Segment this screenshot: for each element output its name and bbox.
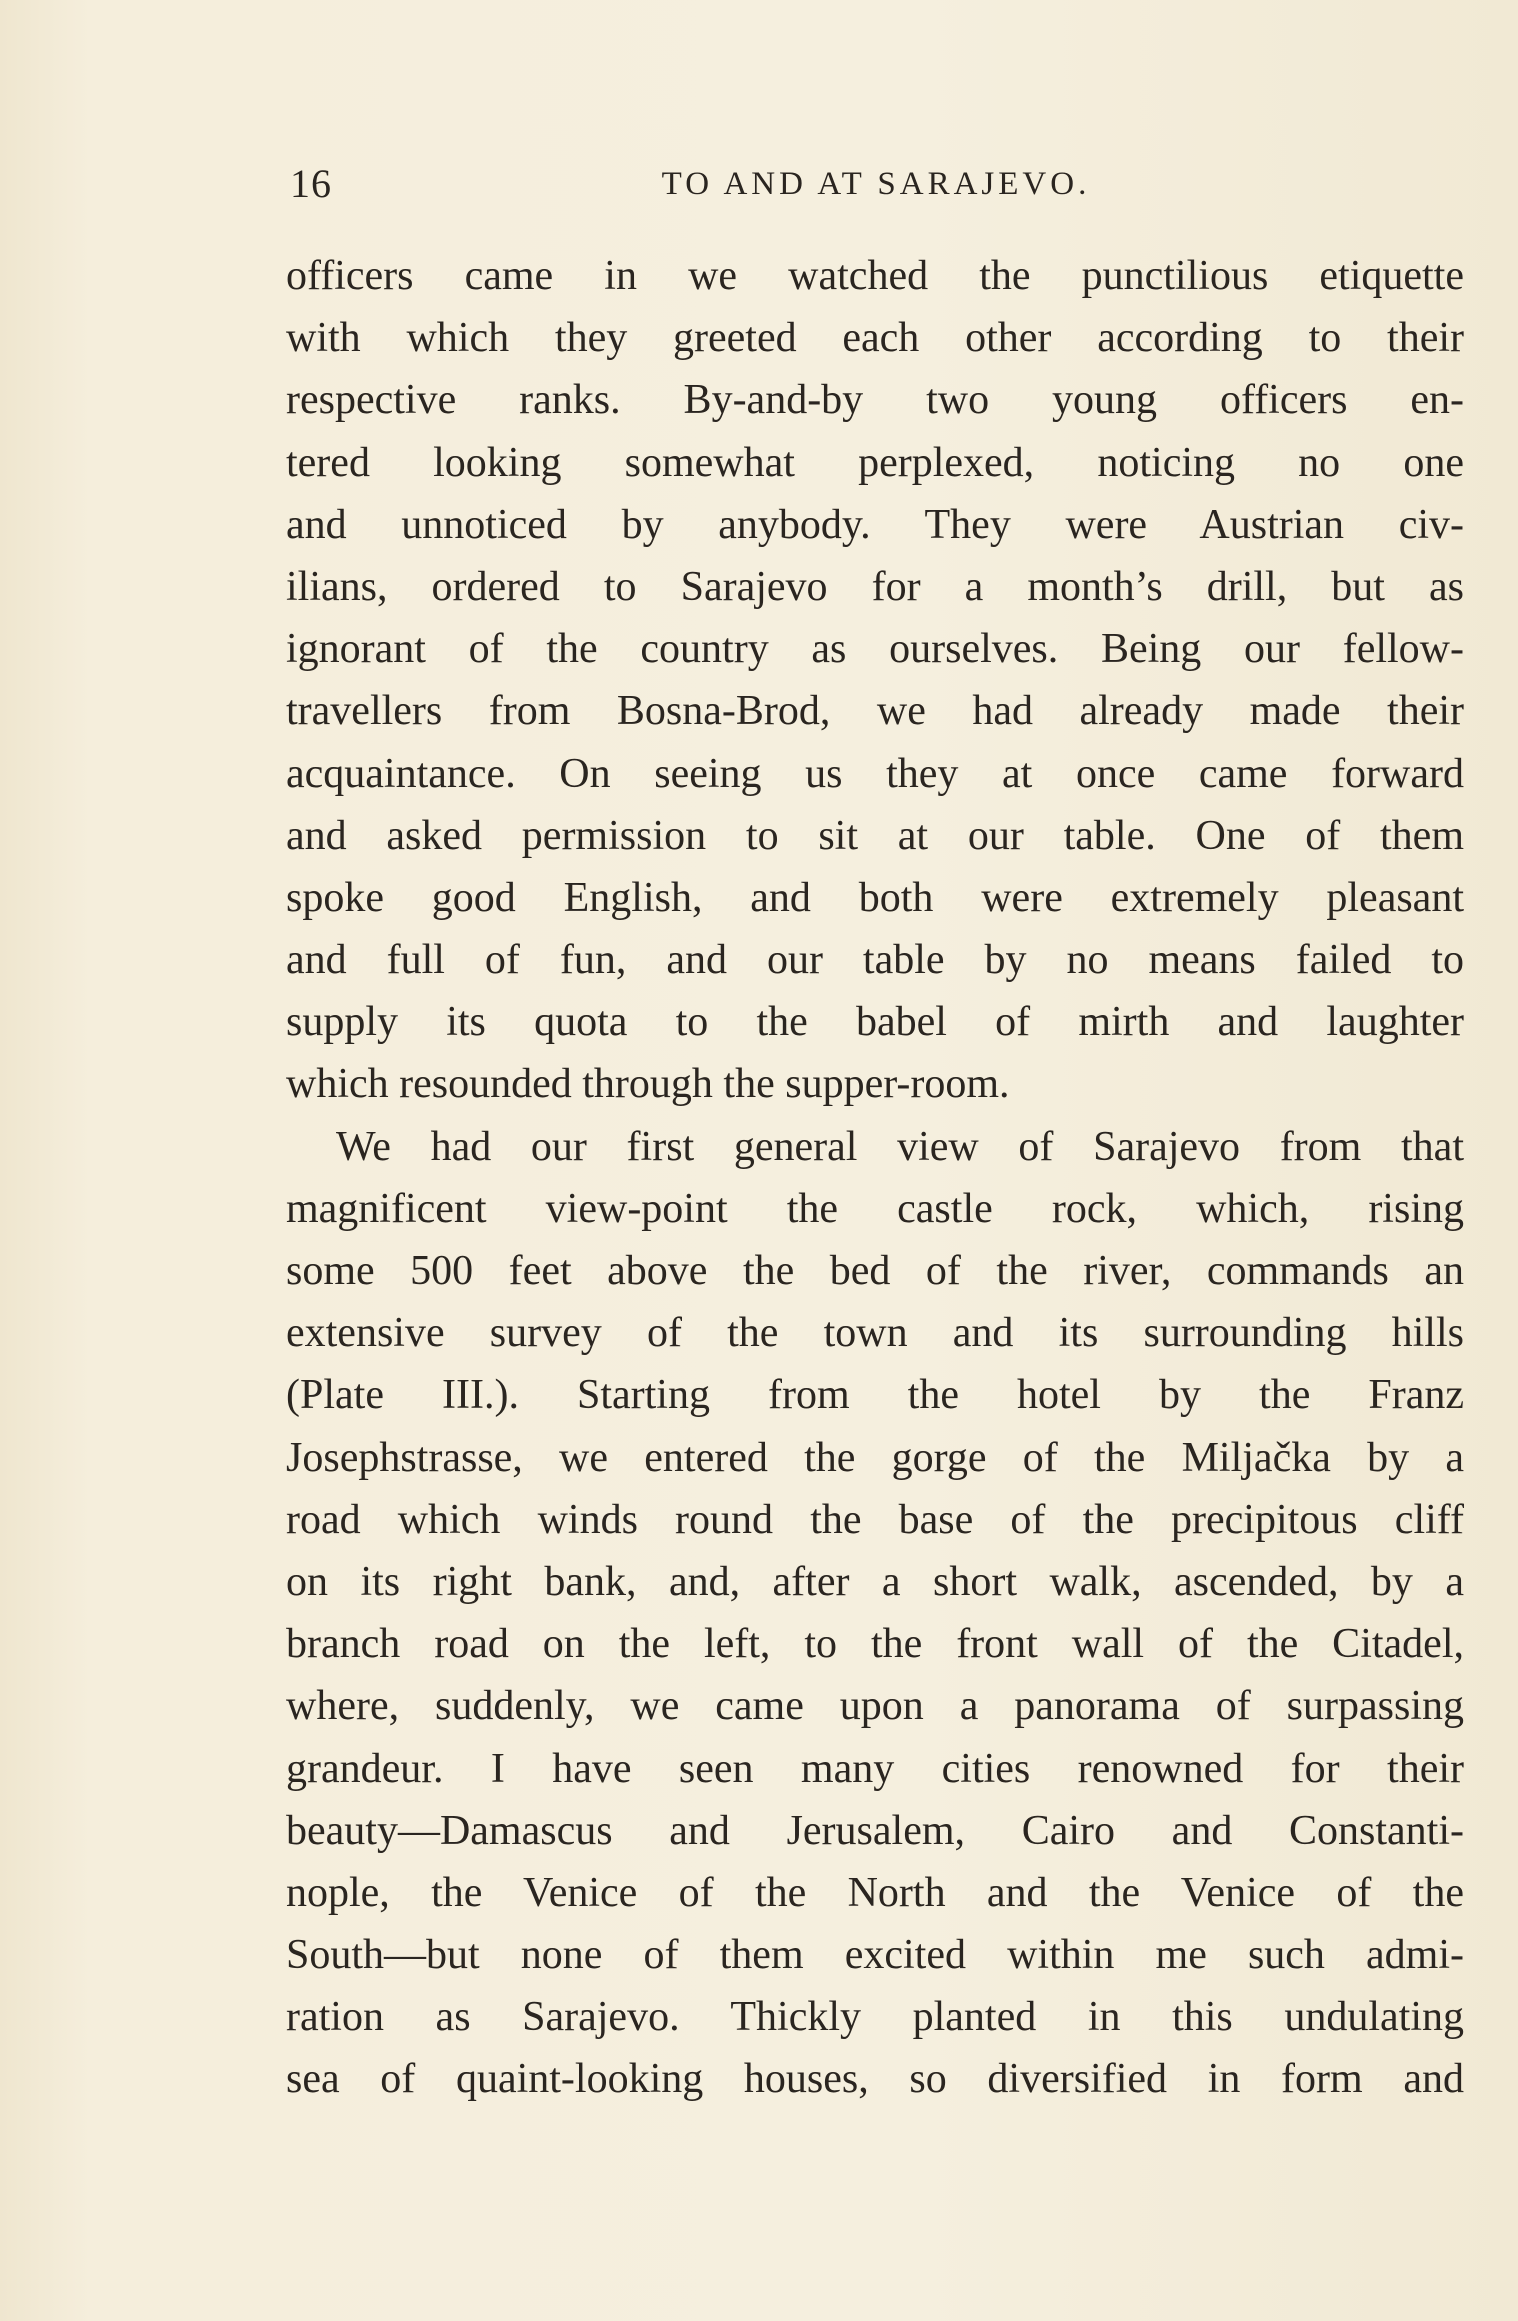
text-line: ilians, ordered to Sarajevo for a month’s drill, but as: [286, 563, 1464, 610]
text-line: road which winds round the base of the precipitous cliff: [286, 1496, 1464, 1543]
text-line: some 500 feet above the bed of the river, commands an: [286, 1248, 1464, 1294]
paragraph-start-line: We had our first general view of Sarajevo from that: [336, 1123, 1464, 1170]
text-line: beauty—Damascus and Jerusalem, Cairo and Constanti-: [286, 1807, 1464, 1854]
paragraph-end-line: which resounded through the supper-room.: [286, 1061, 1010, 1108]
text-line: and full of fun, and our table by no means failed to: [286, 937, 1464, 984]
text-line: magnificent view-point the castle rock, which, rising: [286, 1185, 1464, 1232]
body-text: [286, 245, 1464, 2111]
text-line: officers came in we watched the punctilious etiquette: [286, 253, 1464, 299]
text-line: and asked permission to sit at our table. One of them: [286, 812, 1464, 859]
page-header: [290, 160, 1462, 220]
text-line: where, suddenly, we came upon a panorama of surpassing: [286, 1683, 1464, 1730]
text-line: respective ranks. By-and-by two young officers en-: [286, 377, 1464, 424]
text-line: ration as Sarajevo. Thickly planted in this undulating: [286, 1994, 1464, 2041]
text-line: tered looking somewhat perplexed, noticing no one: [286, 439, 1464, 486]
text-line: supply its quota to the babel of mirth and laughter: [286, 999, 1464, 1046]
text-line: and unnoticed by anybody. They were Austrian civ-: [286, 501, 1464, 548]
text-line: travellers from Bosna-Brod, we had already made their: [286, 688, 1464, 735]
text-line: grandeur. I have seen many cities renowned for their: [286, 1745, 1464, 1792]
text-line: acquaintance. On seeing us they at once came forward: [286, 750, 1464, 797]
text-line: sea of quaint-looking houses, so diversified in form and: [286, 2056, 1464, 2103]
text-line: spoke good English, and both were extremely pleasant: [286, 874, 1464, 921]
page-number: 16: [290, 161, 332, 206]
running-title: TO AND AT SARAJEVO.: [661, 166, 1091, 202]
text-line: nople, the Venice of the North and the Venice of the: [286, 1869, 1464, 1916]
text-line: branch road on the left, to the front wall of the Citadel,: [286, 1621, 1464, 1668]
text-line: (Plate III.). Starting from the hotel by the Franz: [286, 1372, 1464, 1419]
text-line: ignorant of the country as ourselves. Being our fellow-: [286, 626, 1464, 673]
text-line: on its right bank, and, after a short walk, ascended, by a: [286, 1558, 1464, 1605]
text-line: with which they greeted each other according to their: [286, 315, 1464, 362]
text-line: extensive survey of the town and its surrounding hills: [286, 1310, 1464, 1357]
text-line: Josephstrasse, we entered the gorge of the Miljačka by a: [286, 1434, 1464, 1481]
text-line: South—but none of them excited within me such admi-: [286, 1932, 1464, 1979]
